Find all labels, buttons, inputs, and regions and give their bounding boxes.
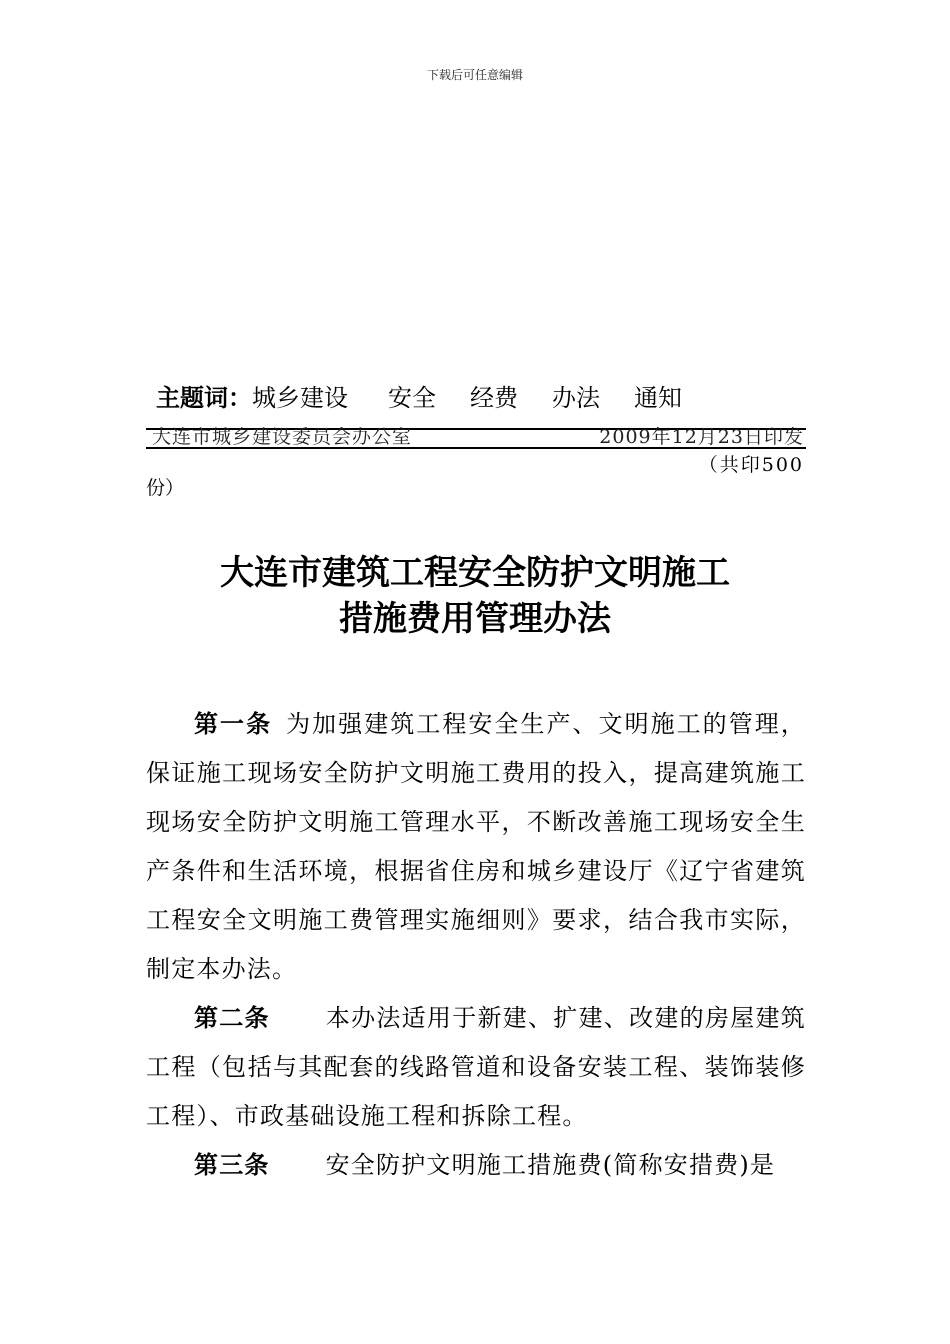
title-line-1: 大连市建筑工程安全防护文明施工 <box>220 553 730 593</box>
article-number: 第一条 <box>194 710 273 738</box>
imprint-line <box>152 425 804 449</box>
keywords-line <box>156 381 716 415</box>
keyword-item: 安全 <box>388 384 436 412</box>
copies-count: （共印500 <box>698 454 804 476</box>
issuer-name: 大连市城乡建设委员会办公室 <box>152 426 413 448</box>
divider-bottom <box>146 447 806 449</box>
keyword-item: 经费 <box>470 384 518 412</box>
article-paragraph <box>146 700 806 994</box>
article-paragraph <box>146 1141 806 1190</box>
keywords-label: 主题词： <box>156 384 252 412</box>
article-number: 第二条 <box>194 1004 270 1032</box>
article-paragraph <box>146 994 806 1141</box>
keyword-item: 通知 <box>634 384 682 412</box>
document-body <box>146 700 806 1190</box>
issue-date: 2009年12月23日印发 <box>599 426 804 448</box>
article-text: 为加强建筑工程安全生产、文明施工的管理，保证施工现场安全防护文明施工费用的投入，提高建筑施工现场安全防护文明施工管理水平，不断改善施工现场安全生产条件和生活环境，根据省住房和城乡建设厅《辽宁省建筑工程安全文明施工费管理实施细则》要求，结合我市实际，制定本办法。 <box>146 710 806 983</box>
keyword-item: 办法 <box>552 384 600 412</box>
header-note: 下载后可任意编辑 <box>426 68 523 82</box>
article-number: 第三条 <box>194 1151 270 1179</box>
document-title <box>0 550 950 642</box>
copies-count-cont: 份） <box>146 477 185 499</box>
article-text: 安全防护文明施工措施费(简称安措费)是 <box>325 1151 776 1179</box>
keyword-item: 城乡建设 <box>252 384 348 412</box>
article-text: 本办法适用于新建、扩建、改建的房屋建筑工程（包括与其配套的线路管道和设备安装工程、装饰装修工程）、市政基础设施工程和拆除工程。 <box>146 1004 806 1130</box>
title-line-2: 措施费用管理办法 <box>339 599 611 639</box>
